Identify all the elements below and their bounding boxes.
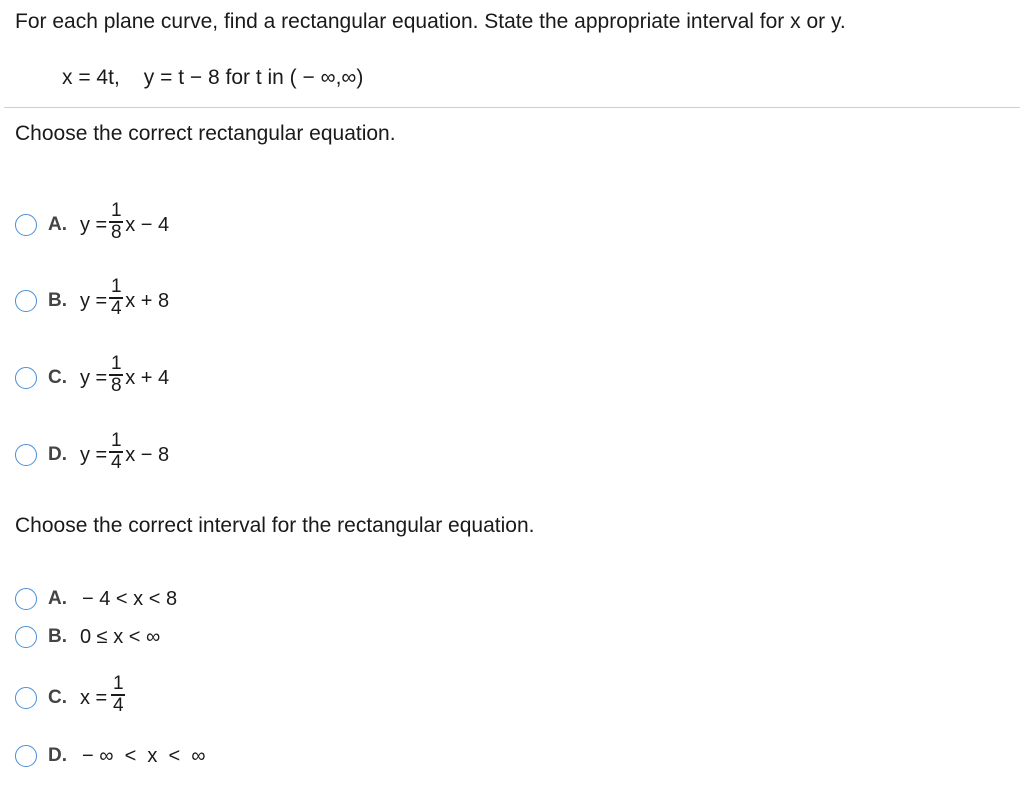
fraction: [111, 674, 125, 716]
interval-option-a[interactable]: [15, 584, 177, 614]
option-letter: C.: [48, 367, 67, 388]
option-letter: C.: [48, 687, 67, 708]
fraction-denominator: 4: [110, 451, 122, 473]
section-divider: [4, 107, 1020, 108]
expr-rest: x + 4: [125, 366, 170, 389]
option-expression: [80, 430, 170, 476]
fraction: [109, 201, 123, 243]
equation-option-d[interactable]: [15, 430, 170, 473]
option-letter: B.: [48, 626, 67, 647]
option-expression: [80, 276, 170, 322]
expr-lhs: y =: [80, 443, 108, 466]
option-letter: A.: [48, 588, 67, 609]
equation-option-c[interactable]: [15, 353, 170, 396]
interval-prompt: Choose the correct interval for the rectangular equation.: [15, 514, 535, 537]
option-expression: − ∞ < x < ∞: [82, 744, 206, 767]
expr-lhs: y =: [80, 289, 108, 312]
option-expression: [80, 673, 127, 719]
expr-rest: x + 8: [125, 289, 170, 312]
question-title: For each plane curve, find a rectangular equation. State the appropriate interval for x or y.: [15, 10, 846, 33]
fraction-numerator: 1: [110, 430, 122, 452]
given-y-equation: y = t − 8 for t in ( − ∞,∞): [143, 66, 364, 89]
option-letter: D.: [48, 444, 67, 465]
fraction-denominator: 4: [112, 694, 124, 716]
given-equations: [62, 66, 363, 90]
fraction-denominator: 8: [110, 221, 122, 243]
fraction-numerator: 1: [110, 353, 122, 375]
option-expression: 0 ≤ x < ∞: [80, 625, 161, 648]
radio-button[interactable]: [15, 367, 37, 389]
radio-button[interactable]: [15, 687, 37, 709]
expr-lhs: y =: [80, 366, 108, 389]
interval-option-c[interactable]: [15, 673, 127, 716]
option-expression: − 4 < x < 8: [82, 587, 178, 610]
fraction-denominator: 4: [110, 297, 122, 319]
fraction: [109, 354, 123, 396]
given-x-equation: x = 4t,: [62, 66, 120, 89]
equation-option-a[interactable]: [15, 200, 170, 243]
option-letter: D.: [48, 745, 67, 766]
radio-button[interactable]: [15, 214, 37, 236]
fraction-denominator: 8: [110, 374, 122, 396]
radio-button[interactable]: [15, 626, 37, 648]
interval-option-b[interactable]: [15, 622, 160, 652]
fraction: [109, 277, 123, 319]
radio-button[interactable]: [15, 588, 37, 610]
option-expression: [80, 353, 170, 399]
option-expression: [80, 200, 170, 246]
fraction-numerator: 1: [112, 673, 124, 695]
expr-lhs: y =: [80, 213, 108, 236]
radio-button[interactable]: [15, 290, 37, 312]
radio-button[interactable]: [15, 444, 37, 466]
radio-button[interactable]: [15, 745, 37, 767]
equation-prompt: Choose the correct rectangular equation.: [15, 122, 396, 145]
expr-rest: x − 8: [125, 443, 170, 466]
option-letter: B.: [48, 290, 67, 311]
interval-option-d[interactable]: [15, 741, 206, 771]
option-letter: A.: [48, 214, 67, 235]
expr-lhs: x =: [80, 686, 108, 709]
fraction-numerator: 1: [110, 276, 122, 298]
fraction-numerator: 1: [110, 200, 122, 222]
equation-option-b[interactable]: [15, 276, 170, 319]
expr-rest: x − 4: [125, 213, 170, 236]
fraction: [109, 431, 123, 473]
